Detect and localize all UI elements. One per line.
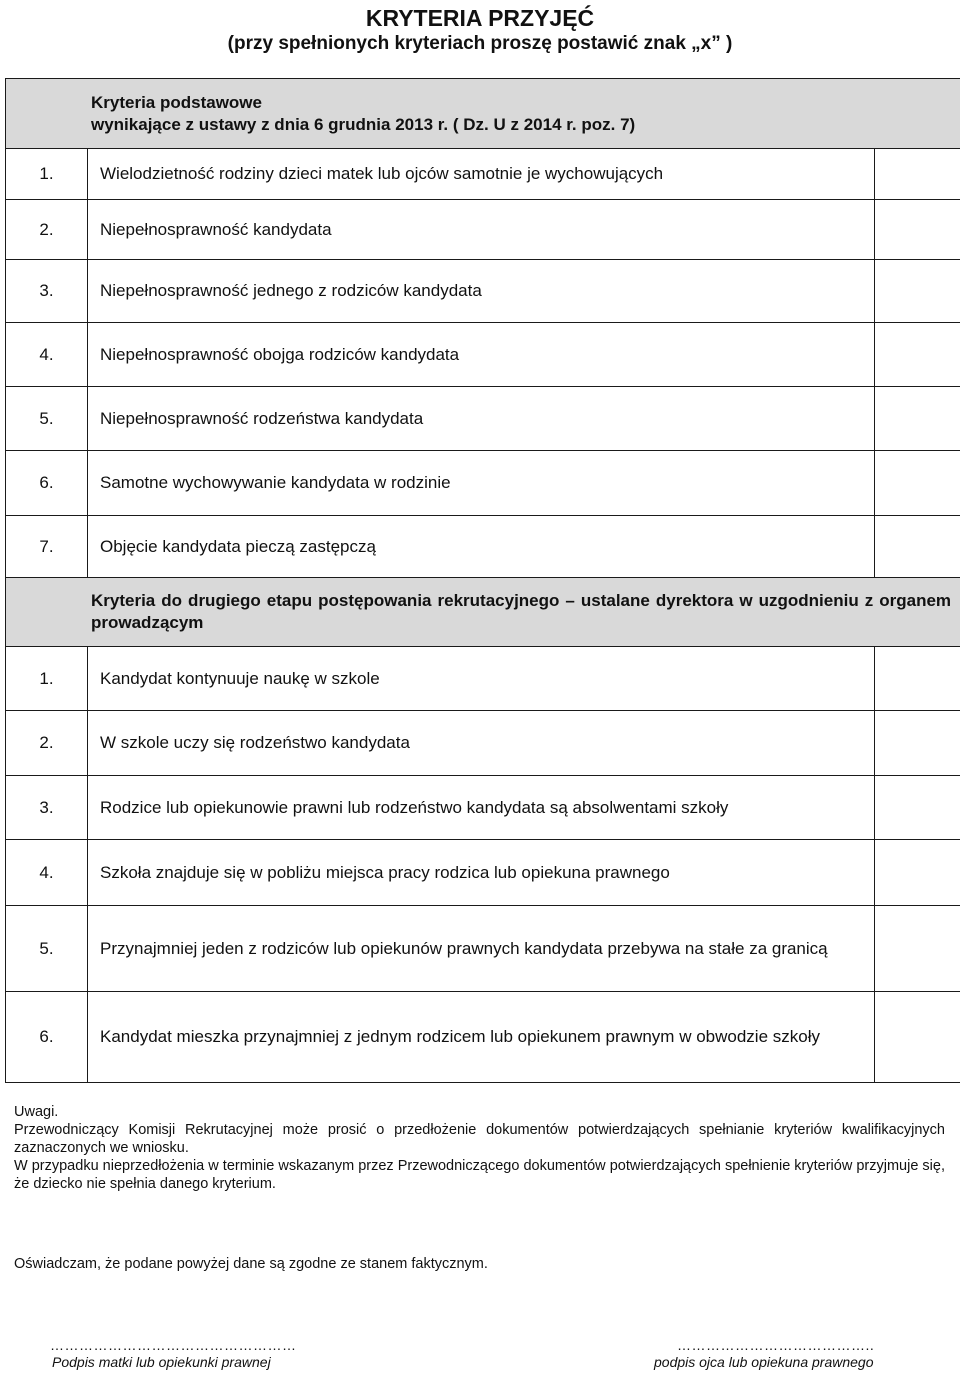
criterion-number: 3.: [6, 260, 88, 323]
checkbox-cell[interactable]: [875, 992, 960, 1083]
criterion-text: Kandydat kontynuuje naukę w szkole: [88, 647, 875, 711]
criterion-row: [6, 906, 960, 992]
page-title: KRYTERIA PRZYJĘĆ: [365, 5, 595, 31]
criterion-row: [6, 387, 960, 451]
criterion-text: Niepełnosprawność obojga rodziców kandydata: [88, 323, 875, 387]
signature-label-father: podpis ojca lub opiekuna prawnego: [654, 1354, 874, 1370]
criterion-number: 5.: [6, 387, 88, 451]
criterion-number: 7.: [6, 516, 88, 578]
section-heading-line1: Kryteria podstawowe: [91, 92, 262, 112]
checkbox-cell[interactable]: [875, 776, 960, 840]
checkbox-cell[interactable]: [875, 711, 960, 776]
checkbox-cell[interactable]: [875, 647, 960, 711]
criterion-number: 2.: [6, 711, 88, 776]
criterion-row: [6, 260, 960, 323]
criterion-text: Przynajmniej jeden z rodziców lub opiekunów prawnych kandydata przebywa na stałe za granicą: [88, 906, 875, 992]
criterion-row: [6, 776, 960, 840]
criteria-table: [5, 78, 960, 1083]
page-subtitle: (przy spełnionych kryteriach proszę postawić znak „x” ): [227, 33, 733, 54]
signature-line-right[interactable]: …………………………………..: [677, 1337, 875, 1353]
notes-section: [14, 1103, 945, 1193]
criterion-number: 3.: [6, 776, 88, 840]
checkbox-cell[interactable]: [875, 840, 960, 906]
signature-label-mother: Podpis matki lub opiekunki prawnej: [52, 1354, 271, 1370]
criterion-text: Wielodzietność rodziny dzieci matek lub ojców samotnie je wychowujących: [88, 149, 875, 200]
section-header-basic: [6, 79, 960, 149]
criterion-row: [6, 840, 960, 906]
criterion-text: Samotne wychowywanie kandydata w rodzinie: [88, 451, 875, 516]
section-header-second-stage: [6, 578, 960, 647]
criterion-number: 6.: [6, 992, 88, 1083]
declaration-statement: Oświadczam, że podane powyżej dane są zgodne ze stanem faktycznym.: [14, 1256, 488, 1272]
notes-label: Uwagi.: [14, 1104, 59, 1120]
criterion-row: [6, 200, 960, 260]
criterion-row: [6, 647, 960, 711]
note-text: Przewodniczący Komisji Rekrutacyjnej może prosić o przedłożenie dokumentów potwierdzających spełnianie kryteriów kwalifikacyjnych zaznaczonych we wniosku.: [14, 1122, 945, 1156]
signature-line-left[interactable]: ……………………………………………: [50, 1337, 297, 1353]
criterion-number: 2.: [6, 200, 88, 260]
criterion-row: [6, 149, 960, 200]
criterion-number: 1.: [6, 647, 88, 711]
criterion-text: Rodzice lub opiekunowie prawni lub rodzeństwo kandydata są absolwentami szkoły: [88, 776, 875, 840]
section-heading-line2: wynikające z ustawy z dnia 6 grudnia 2013 r. ( Dz. U z 2014 r. poz. 7): [91, 114, 636, 134]
checkbox-cell[interactable]: [875, 200, 960, 260]
criterion-text: Niepełnosprawność rodzeństwa kandydata: [88, 387, 875, 451]
checkbox-cell[interactable]: [875, 260, 960, 323]
checkbox-cell[interactable]: [875, 451, 960, 516]
criterion-row: [6, 711, 960, 776]
criterion-text: Niepełnosprawność jednego z rodziców kandydata: [88, 260, 875, 323]
checkbox-cell[interactable]: [875, 387, 960, 451]
criterion-text: Szkoła znajduje się w pobliżu miejsca pracy rodzica lub opiekuna prawnego: [88, 840, 875, 906]
checkbox-cell[interactable]: [875, 516, 960, 578]
criterion-row: [6, 451, 960, 516]
note-text: W przypadku nieprzedłożenia w terminie wskazanym przez Przewodniczącego dokumentów potwierdzających spełnienie kryteriów przyjmuje się, że dziecko nie spełnia danego kryterium.: [14, 1158, 945, 1192]
criterion-text: W szkole uczy się rodzeństwo kandydata: [88, 711, 875, 776]
criterion-text: Objęcie kandydata pieczą zastępczą: [88, 516, 875, 578]
checkbox-cell[interactable]: [875, 149, 960, 200]
criterion-text: Niepełnosprawność kandydata: [88, 200, 875, 260]
section-heading: Kryteria do drugiego etapu postępowania rekrutacyjnego – ustalane dyrektora w uzgodnieniu z organem prowadzącym: [6, 578, 960, 647]
checkbox-cell[interactable]: [875, 906, 960, 992]
criterion-row: [6, 992, 960, 1083]
criterion-row: [6, 323, 960, 387]
criterion-text: Kandydat mieszka przynajmniej z jednym rodzicem lub opiekunem prawnym w obwodzie szkoły: [88, 992, 875, 1083]
criterion-number: 6.: [6, 451, 88, 516]
criterion-number: 1.: [6, 149, 88, 200]
checkbox-cell[interactable]: [875, 323, 960, 387]
criterion-number: 4.: [6, 840, 88, 906]
criterion-number: 5.: [6, 906, 88, 992]
criterion-number: 4.: [6, 323, 88, 387]
criterion-row: [6, 516, 960, 578]
